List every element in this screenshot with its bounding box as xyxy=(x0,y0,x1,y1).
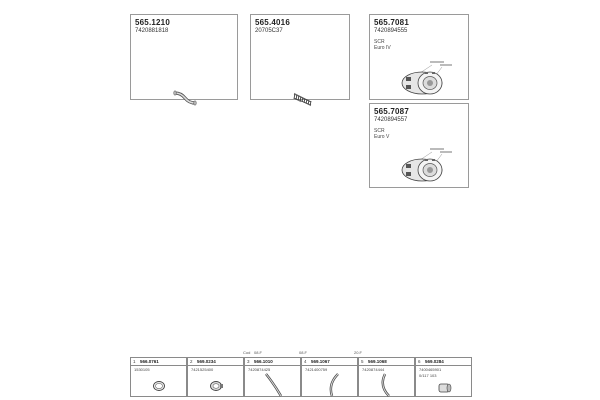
clamp-ring-icon xyxy=(152,380,166,392)
accessory-item-566-0761[interactable] xyxy=(130,357,187,397)
item-index: 2 xyxy=(190,359,193,364)
strip-header: 08.F xyxy=(254,350,263,355)
strip-header: Cod xyxy=(243,350,251,355)
part-card-565-7081[interactable] xyxy=(369,14,469,100)
oem-number: 7420894555 xyxy=(374,28,408,34)
scr-muffler-icon xyxy=(398,144,458,184)
item-index: 1 xyxy=(133,359,136,364)
exhaust-pipe-elbow-icon xyxy=(171,89,199,107)
item-index: 4 xyxy=(304,359,307,364)
accessory-item-566-1010[interactable] xyxy=(244,357,301,397)
item-part-number: 569.1068 xyxy=(368,359,387,364)
part-number: 565.4016 xyxy=(255,18,290,27)
item-part-number: 566.0761 xyxy=(140,359,159,364)
accessory-item-569-0234[interactable] xyxy=(187,357,244,397)
accessory-item-569-1067[interactable] xyxy=(301,357,358,397)
item-part-number: 569.1067 xyxy=(311,359,330,364)
part-card-565-1210[interactable] xyxy=(130,14,238,100)
item-oem: 1530105 xyxy=(134,367,150,372)
part-card-565-4016[interactable] xyxy=(250,14,350,100)
curved-pipe-icon xyxy=(263,372,285,398)
oem-number: 20705C37 xyxy=(255,28,283,34)
part-number: 565.1210 xyxy=(135,18,170,27)
curved-pipe-icon xyxy=(377,372,399,398)
item-oem: 7420874425 xyxy=(248,367,271,372)
item-oem: 7421525400 xyxy=(191,367,214,372)
oem-number: 7420894557 xyxy=(374,117,408,123)
item-index: 5 xyxy=(361,359,364,364)
accessory-item-569-1068[interactable] xyxy=(358,357,415,397)
oem-number: 7420881818 xyxy=(135,28,169,34)
clamp-icon xyxy=(208,380,224,392)
accessory-item-569-0284[interactable] xyxy=(415,357,472,397)
part-number: 565.7081 xyxy=(374,18,409,27)
item-part-number: 566.1010 xyxy=(254,359,273,364)
note-line: SCR xyxy=(374,128,385,134)
item-part-number: 569.0284 xyxy=(425,359,444,364)
item-extra: 0/117 103 xyxy=(419,373,437,378)
part-number: 565.7087 xyxy=(374,107,409,116)
part-card-565-7087[interactable] xyxy=(369,103,469,188)
item-part-number: 569.0234 xyxy=(197,359,216,364)
item-index: 3 xyxy=(247,359,250,364)
note-line: SCR xyxy=(374,39,385,45)
note-line: Euro V xyxy=(374,134,390,140)
item-index: 6 xyxy=(418,359,421,364)
item-oem: 7420874444 xyxy=(362,367,385,372)
accessory-strip xyxy=(130,350,472,397)
strip-header: 08.F xyxy=(299,350,308,355)
flex-hose-icon xyxy=(291,91,315,107)
scr-muffler-icon xyxy=(398,57,458,97)
curved-pipe-icon xyxy=(322,372,344,398)
note-line: Euro IV xyxy=(374,45,391,51)
item-oem: 7400465901 xyxy=(419,367,442,372)
item-oem: 7421400759 xyxy=(305,367,328,372)
strip-header: 20.F xyxy=(354,350,363,355)
sleeve-icon xyxy=(436,381,452,395)
